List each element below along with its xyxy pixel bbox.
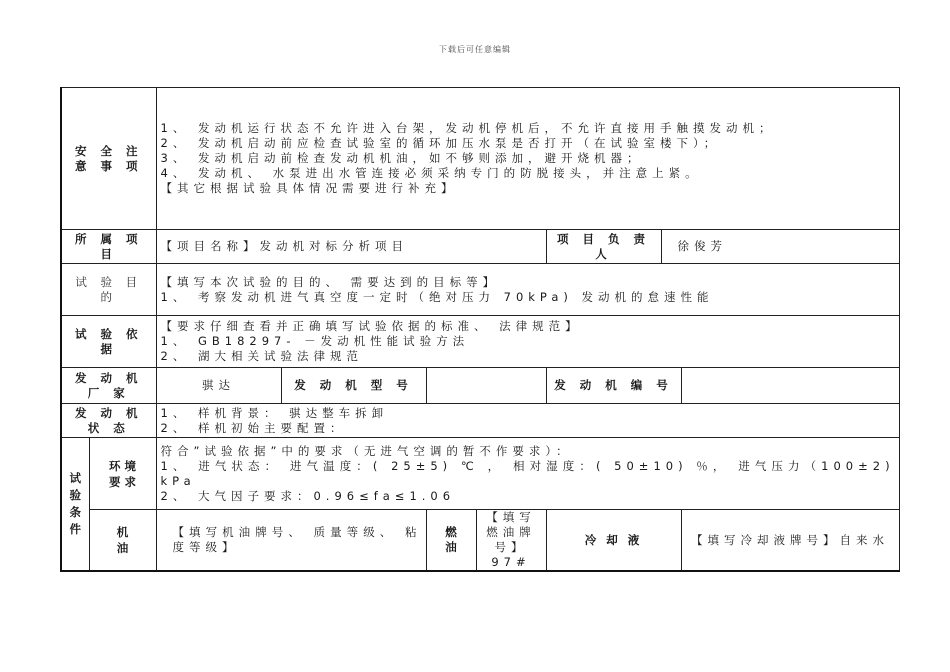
status-line-1: 1、 样机背景： 骐达整车拆卸 bbox=[160, 405, 389, 420]
safety-label: 安 全 注 意 事 项 bbox=[61, 88, 156, 230]
status-label: 发 动 机 状 态 bbox=[61, 404, 156, 438]
basis-line-2: 1、 GB18297- －发动机性能试验方法 bbox=[160, 334, 470, 348]
safety-line-5: 【其它根据试验具体情况需要进行补充】 bbox=[160, 181, 458, 195]
basis-row bbox=[61, 316, 899, 368]
purpose-line-1: 【填写本次试验的目的、 需要达到的目标等】 bbox=[160, 274, 500, 289]
engine-model-value bbox=[426, 368, 546, 404]
fuel-label: 燃 油 bbox=[426, 510, 476, 572]
engine-number-value bbox=[681, 368, 899, 404]
basis-content bbox=[156, 316, 899, 368]
engine-maker-label: 发 动 机 厂 家 bbox=[61, 368, 156, 404]
basis-line-3: 2、 湖大相关试验法律规范 bbox=[160, 349, 363, 363]
safety-line-4: 4、 发动机、 水泵进出水管连接必须采纳专门的防脱接头，并注意上紧。 bbox=[160, 166, 702, 180]
conditions-fluid-row bbox=[61, 510, 899, 572]
env-line-1: 符合”试验依据”中的要求（无进气空调的暂不作要求）： bbox=[160, 443, 573, 458]
status-line-2: 2、 样机初始主要配置： bbox=[160, 420, 347, 435]
safety-content bbox=[156, 88, 899, 230]
coolant-value: 【填写冷却液牌号】自来水 bbox=[681, 510, 899, 572]
basis-label: 试 验 依 据 bbox=[61, 316, 156, 368]
project-owner-value: 徐俊芳 bbox=[661, 230, 899, 264]
env-label: 环 境 要 求 bbox=[89, 438, 156, 510]
fuel-value: 【填写燃油牌号】97# bbox=[476, 510, 546, 572]
purpose-line-2: 1、 考察发动机进气真空度一定时（绝对压力 70kPa) 发动机的怠速性能 bbox=[160, 289, 714, 304]
test-plan-table bbox=[60, 87, 900, 572]
engine-number-label: 发 动 机 编 号 bbox=[546, 368, 681, 404]
project-row bbox=[61, 230, 899, 264]
safety-line-3: 3、 发动机启动前检查发动机机油，如不够则添加，避开烧机器； bbox=[160, 151, 644, 165]
oil-label: 机 油 bbox=[89, 510, 156, 572]
status-row bbox=[61, 404, 899, 438]
purpose-row bbox=[61, 264, 899, 316]
safety-line-1: 1、 发动机运行状态不允许进入台架，发动机停机后，不允许直接用手触摸发动机； bbox=[160, 121, 776, 135]
env-content bbox=[156, 438, 899, 510]
safety-row bbox=[61, 88, 899, 230]
purpose-content bbox=[156, 264, 899, 316]
basis-line-1: 【要求仔细查看并正确填写试验依据的标准、 法律规范】 bbox=[160, 319, 582, 333]
env-line-2: 1、 进气状态： 进气温度：( 25±5) ℃ ， 相对湿度：( 50±10) ％， 进气压力（100±2) kPa bbox=[160, 458, 895, 488]
project-owner-label: 项 目 负 责 人 bbox=[546, 230, 661, 264]
safety-line-2: 2、 发动机启动前应检查试验室的循环加压水泵是否打开（在试验室楼下）； bbox=[160, 136, 721, 150]
watermark-text: 下载后可任意编辑 bbox=[439, 45, 511, 54]
purpose-label: 试 验 目 的 bbox=[61, 264, 156, 316]
env-line-3: 2、 大气因子要求：0.96≤fa≤1.06 bbox=[160, 488, 456, 503]
project-value: 【项目名称】发动机对标分析项目 bbox=[156, 230, 546, 264]
engine-maker-value: 骐达 bbox=[156, 368, 281, 404]
oil-value: 【填写机油牌号、 质量等级、 粘度等级】 bbox=[156, 510, 426, 572]
engine-model-label: 发 动 机 型 号 bbox=[281, 368, 426, 404]
project-label: 所 属 项 目 bbox=[61, 230, 156, 264]
conditions-env-row bbox=[61, 438, 899, 510]
conditions-label: 试 验 条 件 bbox=[61, 438, 89, 572]
coolant-label: 冷 却 液 bbox=[546, 510, 681, 572]
engine-row bbox=[61, 368, 899, 404]
status-content bbox=[156, 404, 899, 438]
